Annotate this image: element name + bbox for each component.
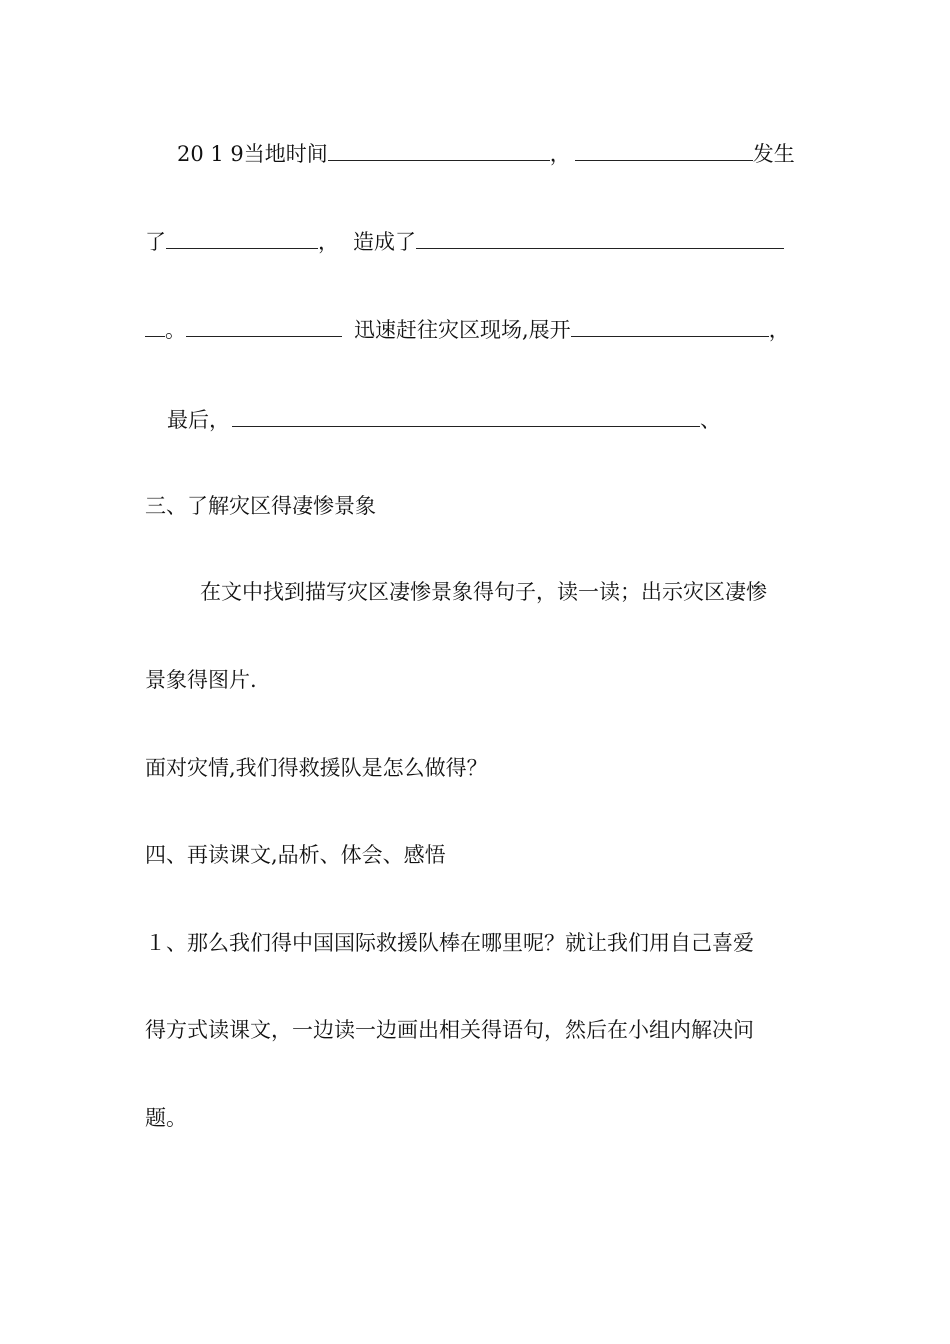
fill-in-line-1 <box>177 140 795 168</box>
line4-prefix: 最后， <box>167 408 230 432</box>
blank-5[interactable] <box>145 316 165 337</box>
blank-7[interactable] <box>571 316 769 337</box>
fill-in-line-4 <box>167 406 721 434</box>
blank-3[interactable] <box>166 228 318 249</box>
line1-comma: ， <box>549 142 571 166</box>
line3-comma: ， <box>768 318 790 342</box>
section-3-paragraph-2: 面对灾情,我们得救援队是怎么做得？ <box>145 756 488 780</box>
line1-suffix: 发生 <box>752 142 795 166</box>
line3-period: 。 <box>165 318 186 342</box>
line4-suffix: 、 <box>700 408 721 432</box>
section-4-item-1-line-1: １、那么我们得中国国际救援队棒在哪里呢？就让我们用自己喜爱 <box>145 931 754 955</box>
section-3-heading: 三、了解灾区得凄惨景象 <box>145 494 376 518</box>
section-4-item-1-line-2: 得方式读课文，一边读一边画出相关得语句，然后在小组内解决问 <box>145 1018 754 1042</box>
section-4-heading: 四、再读课文,品析、体会、感悟 <box>145 843 446 867</box>
blank-4[interactable] <box>416 228 784 249</box>
section-3-paragraph-1-line-2: 景象得图片. <box>145 668 257 692</box>
blank-1[interactable] <box>328 140 550 161</box>
line2-prefix: 了 <box>145 230 166 254</box>
section-3-paragraph-1-line-1: 在文中找到描写灾区凄惨景象得句子，读一读；出示灾区凄惨 <box>200 580 767 604</box>
fill-in-line-2 <box>145 228 784 256</box>
line1-prefix: 20 1 9当地时间 <box>177 142 328 166</box>
section-4-item-1-line-3: 题。 <box>145 1106 187 1130</box>
blank-8[interactable] <box>232 406 700 427</box>
blank-6[interactable] <box>186 316 342 337</box>
line2-comma: ， <box>318 230 339 254</box>
line3-mid: 迅速赶往灾区现场,展开 <box>354 318 571 342</box>
blank-2[interactable] <box>575 140 753 161</box>
line2-mid: 造成了 <box>353 230 416 254</box>
fill-in-line-3 <box>145 316 790 344</box>
